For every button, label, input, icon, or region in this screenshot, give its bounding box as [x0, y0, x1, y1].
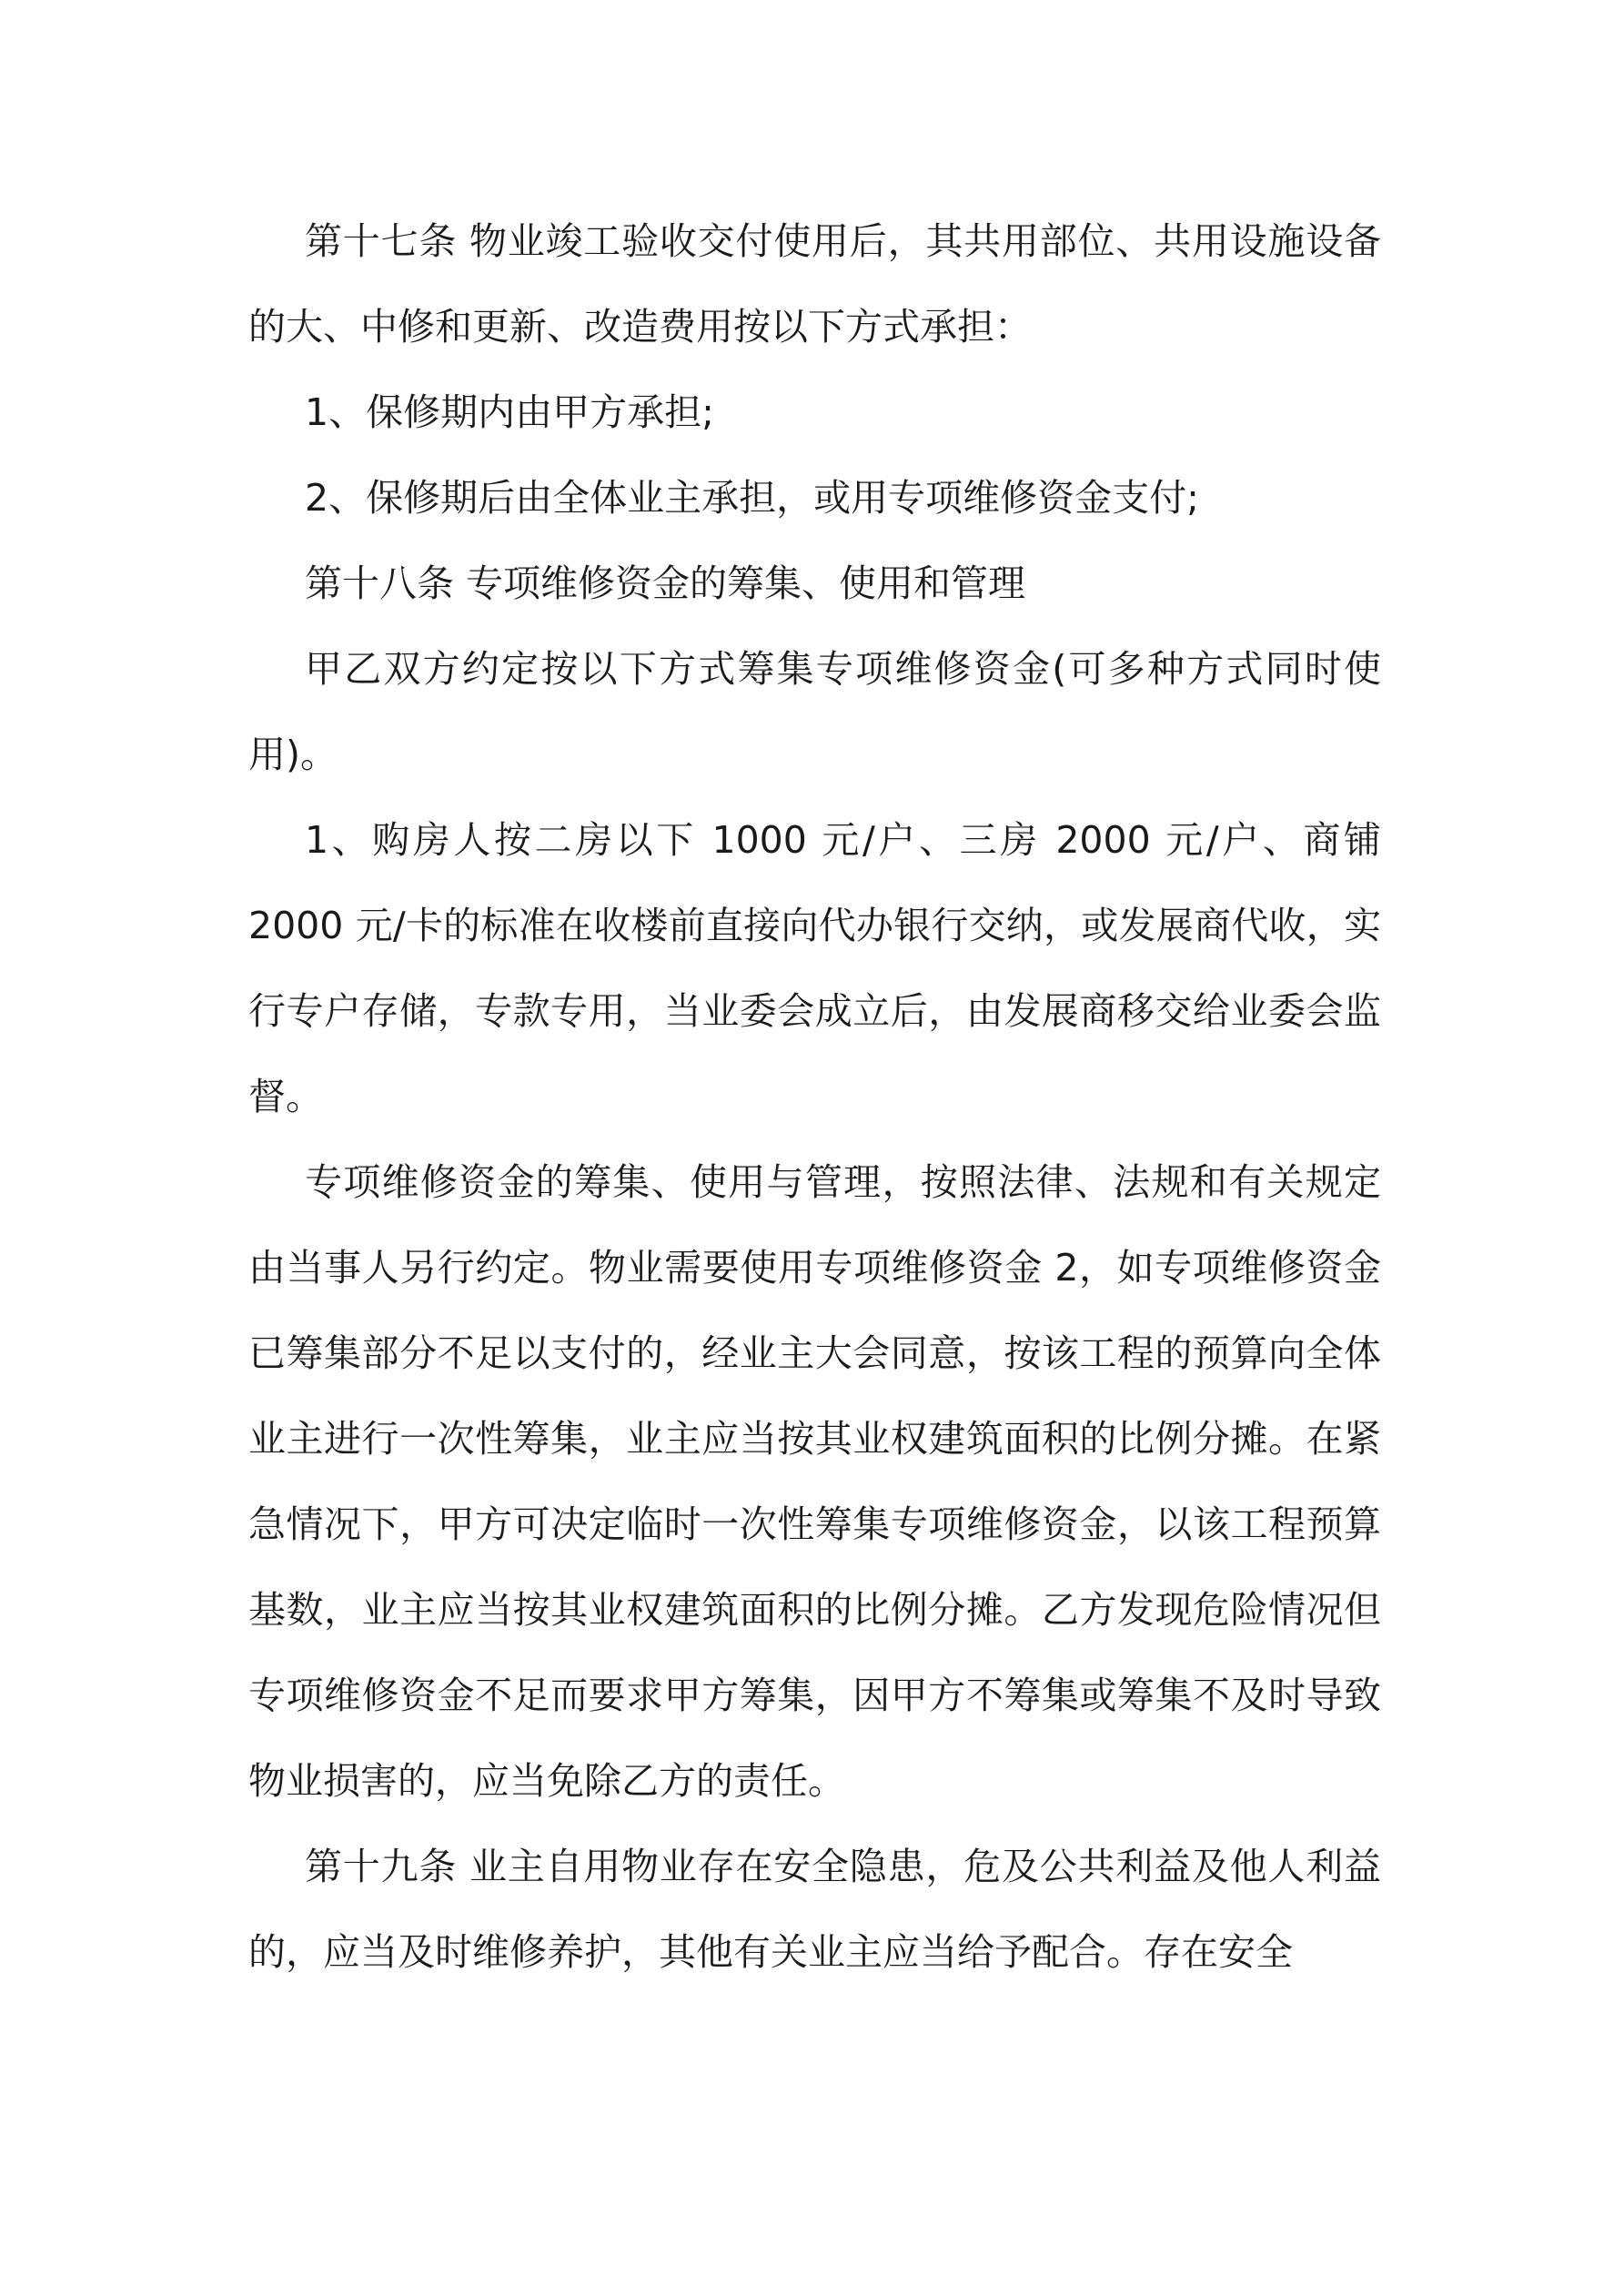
article-19-paragraph: 第十九条 业主自用物业存在安全隐患，危及公共利益及他人利益的，应当及时维修养护，其他有关业主应当给予配合。存在安全 [248, 1845, 1381, 1974]
article-18-management-paragraph: 专项维修资金的筹集、使用与管理，按照法律、法规和有关规定由当事人另行约定。物业需要使用专项维修资金 2，如专项维修资金已筹集部分不足以支付的，经业主大会同意，按该工程的预算向全体业主进行一次性筹集，业主应当按其业权建筑面积的比例分摊。在紧急情况下，甲方可决定临时一次性筹集专项维修资金，以该工程预算基数，业主应当按其业权建筑面积的比例分摊。乙方发现危险情况但专项维修资金不足而要求甲方筹集，因甲方不筹集或筹集不及时导致物业损害的，应当免除乙方的责任。 [248, 1160, 1381, 1803]
document-body [248, 198, 1381, 1995]
article-18-item-1: 1、购房人按二房以下 1000 元/户、三房 2000 元/户、商铺 2000 元/卡的标准在收楼前直接向代办银行交纳，或发展商代收，实行专户存储，专款专用，当业委会成立后，由发展商移交给业委会监督。 [248, 818, 1381, 1118]
article-17-item-1: 1、保修期内由甲方承担; [305, 390, 714, 434]
article-18-heading: 第十八条 专项维修资金的筹集、使用和管理 [305, 561, 1026, 605]
article-17-paragraph: 第十七条 物业竣工验收交付使用后，其共用部位、共用设施设备的大、中修和更新、改造费用按以下方式承担： [248, 219, 1381, 349]
article-18-intro: 甲乙双方约定按以下方式筹集专项维修资金(可多种方式同时使用)。 [248, 647, 1381, 776]
article-17-item-2: 2、保修期后由全体业主承担，或用专项维修资金支付; [305, 476, 1199, 520]
